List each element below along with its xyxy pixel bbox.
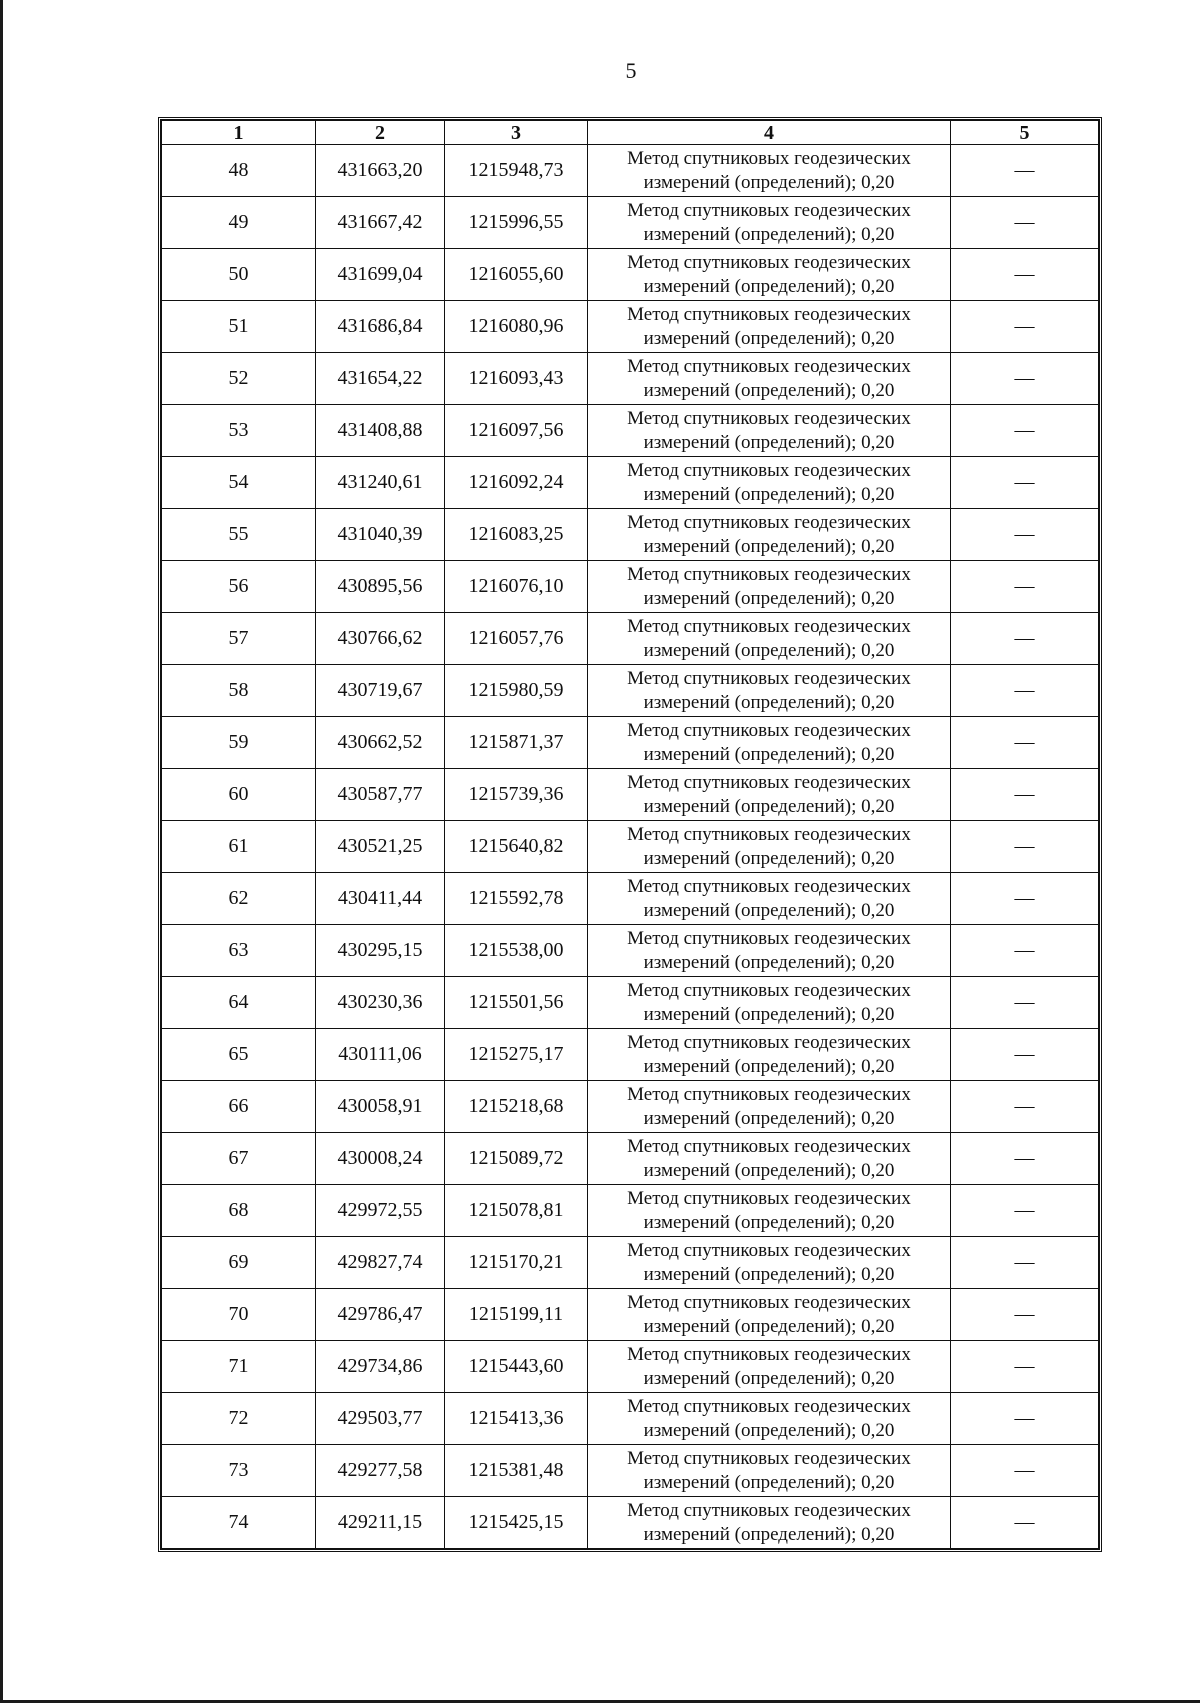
y-coordinate-cell: 1215199,11 [445, 1289, 588, 1341]
table-row [162, 145, 1099, 197]
col5-cell: — [951, 509, 1099, 561]
x-coordinate-cell: 429211,15 [316, 1497, 445, 1549]
point-number-cell: 71 [162, 1341, 316, 1393]
point-number-cell: 64 [162, 977, 316, 1029]
method-line-1: Метод спутниковых геодезических [627, 407, 911, 429]
method-line-1: Метод спутниковых геодезических [627, 1291, 911, 1313]
method-line-1: Метод спутниковых геодезических [627, 355, 911, 377]
table-row [162, 1185, 1099, 1237]
point-number-cell: 65 [162, 1029, 316, 1081]
col5-cell: — [951, 977, 1099, 1029]
y-coordinate-cell: 1215739,36 [445, 769, 588, 821]
method-line-1: Метод спутниковых геодезических [627, 927, 911, 949]
method-line-1: Метод спутниковых геодезических [627, 511, 911, 533]
x-coordinate-cell: 429786,47 [316, 1289, 445, 1341]
y-coordinate-cell: 1216083,25 [445, 509, 588, 561]
method-cell [588, 925, 951, 977]
y-coordinate-cell: 1216057,76 [445, 613, 588, 665]
method-cell [588, 977, 951, 1029]
method-cell [588, 665, 951, 717]
method-cell [588, 561, 951, 613]
y-coordinate-cell: 1215443,60 [445, 1341, 588, 1393]
point-number-cell: 49 [162, 197, 316, 249]
point-number-cell: 73 [162, 1445, 316, 1497]
point-number-cell: 67 [162, 1133, 316, 1185]
x-coordinate-cell: 431686,84 [316, 301, 445, 353]
method-cell [588, 1393, 951, 1445]
method-cell [588, 1185, 951, 1237]
col5-cell: — [951, 1289, 1099, 1341]
x-coordinate-cell: 430008,24 [316, 1133, 445, 1185]
method-line-1: Метод спутниковых геодезических [627, 719, 911, 741]
method-line-2: измерений (определений); 0,20 [643, 379, 895, 401]
table-row [162, 1497, 1099, 1549]
col5-cell: — [951, 1133, 1099, 1185]
col5-cell: — [951, 821, 1099, 873]
x-coordinate-cell: 429827,74 [316, 1237, 445, 1289]
method-line-1: Метод спутниковых геодезических [627, 1239, 911, 1261]
x-coordinate-cell: 431240,61 [316, 457, 445, 509]
method-line-2: измерений (определений); 0,20 [643, 1159, 895, 1181]
x-coordinate-cell: 430766,62 [316, 613, 445, 665]
point-number-cell: 54 [162, 457, 316, 509]
method-cell [588, 1497, 951, 1549]
method-line-2: измерений (определений); 0,20 [643, 483, 895, 505]
table-row [162, 1133, 1099, 1185]
y-coordinate-cell: 1216055,60 [445, 249, 588, 301]
method-cell [588, 301, 951, 353]
table-row [162, 353, 1099, 405]
point-number-cell: 48 [162, 145, 316, 197]
coordinates-table [161, 120, 1099, 1549]
method-cell [588, 197, 951, 249]
x-coordinate-cell: 430411,44 [316, 873, 445, 925]
header-col-2: 2 [316, 121, 445, 145]
method-line-2: измерений (определений); 0,20 [643, 431, 895, 453]
table-row [162, 1341, 1099, 1393]
point-number-cell: 59 [162, 717, 316, 769]
x-coordinate-cell: 431667,42 [316, 197, 445, 249]
col5-cell: — [951, 353, 1099, 405]
method-line-2: измерений (определений); 0,20 [643, 1263, 895, 1285]
method-cell [588, 249, 951, 301]
method-cell [588, 353, 951, 405]
table-row [162, 1237, 1099, 1289]
method-line-2: измерений (определений); 0,20 [643, 639, 895, 661]
method-line-1: Метод спутниковых геодезических [627, 1187, 911, 1209]
y-coordinate-cell: 1216097,56 [445, 405, 588, 457]
method-line-1: Метод спутниковых геодезических [627, 771, 911, 793]
point-number-cell: 61 [162, 821, 316, 873]
method-line-2: измерений (определений); 0,20 [643, 1211, 895, 1233]
method-line-1: Метод спутниковых геодезических [627, 251, 911, 273]
header-col-4: 4 [588, 121, 951, 145]
table-body [162, 145, 1099, 1549]
table-row [162, 301, 1099, 353]
table-row [162, 1029, 1099, 1081]
point-number-cell: 58 [162, 665, 316, 717]
y-coordinate-cell: 1215640,82 [445, 821, 588, 873]
table-row [162, 821, 1099, 873]
x-coordinate-cell: 430230,36 [316, 977, 445, 1029]
x-coordinate-cell: 430058,91 [316, 1081, 445, 1133]
table-row [162, 1289, 1099, 1341]
method-cell [588, 613, 951, 665]
method-line-1: Метод спутниковых геодезических [627, 1031, 911, 1053]
method-cell [588, 405, 951, 457]
table-row [162, 405, 1099, 457]
col5-cell: — [951, 1445, 1099, 1497]
point-number-cell: 63 [162, 925, 316, 977]
col5-cell: — [951, 613, 1099, 665]
y-coordinate-cell: 1215980,59 [445, 665, 588, 717]
table-row [162, 665, 1099, 717]
method-line-2: измерений (определений); 0,20 [643, 1523, 895, 1545]
y-coordinate-cell: 1215538,00 [445, 925, 588, 977]
col5-cell: — [951, 249, 1099, 301]
method-line-2: измерений (определений); 0,20 [643, 275, 895, 297]
point-number-cell: 72 [162, 1393, 316, 1445]
method-line-1: Метод спутниковых геодезических [627, 979, 911, 1001]
method-cell [588, 1445, 951, 1497]
method-line-2: измерений (определений); 0,20 [643, 327, 895, 349]
header-col-3: 3 [445, 121, 588, 145]
y-coordinate-cell: 1215948,73 [445, 145, 588, 197]
table-header-row [162, 121, 1099, 145]
method-cell [588, 769, 951, 821]
y-coordinate-cell: 1215218,68 [445, 1081, 588, 1133]
method-cell [588, 457, 951, 509]
col5-cell: — [951, 1237, 1099, 1289]
method-line-1: Метод спутниковых геодезических [627, 459, 911, 481]
table-row [162, 613, 1099, 665]
col5-cell: — [951, 405, 1099, 457]
method-line-2: измерений (определений); 0,20 [643, 223, 895, 245]
method-cell [588, 1081, 951, 1133]
x-coordinate-cell: 431040,39 [316, 509, 445, 561]
method-line-1: Метод спутниковых геодезических [627, 615, 911, 637]
x-coordinate-cell: 430895,56 [316, 561, 445, 613]
col5-cell: — [951, 301, 1099, 353]
page-left-edge [0, 0, 3, 1703]
x-coordinate-cell: 430111,06 [316, 1029, 445, 1081]
col5-cell: — [951, 1185, 1099, 1237]
table-row [162, 509, 1099, 561]
x-coordinate-cell: 431699,04 [316, 249, 445, 301]
method-line-2: измерений (определений); 0,20 [643, 1315, 895, 1337]
method-line-2: измерений (определений); 0,20 [643, 1471, 895, 1493]
x-coordinate-cell: 430295,15 [316, 925, 445, 977]
method-line-1: Метод спутниковых геодезических [627, 1343, 911, 1365]
y-coordinate-cell: 1215996,55 [445, 197, 588, 249]
method-line-1: Метод спутниковых геодезических [627, 147, 911, 169]
x-coordinate-cell: 431408,88 [316, 405, 445, 457]
method-cell [588, 1237, 951, 1289]
method-line-2: измерений (определений); 0,20 [643, 1367, 895, 1389]
y-coordinate-cell: 1215413,36 [445, 1393, 588, 1445]
point-number-cell: 70 [162, 1289, 316, 1341]
col5-cell: — [951, 665, 1099, 717]
header-col-1: 1 [162, 121, 316, 145]
y-coordinate-cell: 1215170,21 [445, 1237, 588, 1289]
col5-cell: — [951, 457, 1099, 509]
method-cell [588, 717, 951, 769]
point-number-cell: 50 [162, 249, 316, 301]
method-line-1: Метод спутниковых геодезических [627, 1447, 911, 1469]
method-line-1: Метод спутниковых геодезических [627, 303, 911, 325]
method-cell [588, 1289, 951, 1341]
method-line-2: измерений (определений); 0,20 [643, 899, 895, 921]
y-coordinate-cell: 1215871,37 [445, 717, 588, 769]
table-row [162, 977, 1099, 1029]
x-coordinate-cell: 430521,25 [316, 821, 445, 873]
y-coordinate-cell: 1216092,24 [445, 457, 588, 509]
method-cell [588, 821, 951, 873]
col5-cell: — [951, 1081, 1099, 1133]
point-number-cell: 56 [162, 561, 316, 613]
x-coordinate-cell: 431654,22 [316, 353, 445, 405]
y-coordinate-cell: 1216093,43 [445, 353, 588, 405]
col5-cell: — [951, 1341, 1099, 1393]
method-line-2: измерений (определений); 0,20 [643, 171, 895, 193]
method-cell [588, 1341, 951, 1393]
point-number-cell: 74 [162, 1497, 316, 1549]
x-coordinate-cell: 430719,67 [316, 665, 445, 717]
y-coordinate-cell: 1215592,78 [445, 873, 588, 925]
method-line-2: измерений (определений); 0,20 [643, 743, 895, 765]
point-number-cell: 62 [162, 873, 316, 925]
point-number-cell: 53 [162, 405, 316, 457]
table-row [162, 769, 1099, 821]
y-coordinate-cell: 1215425,15 [445, 1497, 588, 1549]
method-cell [588, 509, 951, 561]
col5-cell: — [951, 1497, 1099, 1549]
method-line-1: Метод спутниковых геодезических [627, 1395, 911, 1417]
col5-cell: — [951, 717, 1099, 769]
y-coordinate-cell: 1215501,56 [445, 977, 588, 1029]
point-number-cell: 69 [162, 1237, 316, 1289]
method-line-2: измерений (определений); 0,20 [643, 795, 895, 817]
table-row [162, 561, 1099, 613]
y-coordinate-cell: 1216080,96 [445, 301, 588, 353]
table-row [162, 873, 1099, 925]
col5-cell: — [951, 561, 1099, 613]
point-number-cell: 55 [162, 509, 316, 561]
x-coordinate-cell: 431663,20 [316, 145, 445, 197]
method-line-2: измерений (определений); 0,20 [643, 1419, 895, 1441]
x-coordinate-cell: 430587,77 [316, 769, 445, 821]
col5-cell: — [951, 197, 1099, 249]
method-cell [588, 1133, 951, 1185]
point-number-cell: 66 [162, 1081, 316, 1133]
table-row [162, 197, 1099, 249]
table-row [162, 1393, 1099, 1445]
method-line-2: измерений (определений); 0,20 [643, 1055, 895, 1077]
point-number-cell: 51 [162, 301, 316, 353]
x-coordinate-cell: 429972,55 [316, 1185, 445, 1237]
table-row [162, 457, 1099, 509]
method-line-2: измерений (определений); 0,20 [643, 951, 895, 973]
method-line-1: Метод спутниковых геодезических [627, 1135, 911, 1157]
col5-cell: — [951, 925, 1099, 977]
y-coordinate-cell: 1215275,17 [445, 1029, 588, 1081]
y-coordinate-cell: 1215078,81 [445, 1185, 588, 1237]
x-coordinate-cell: 429734,86 [316, 1341, 445, 1393]
point-number-cell: 52 [162, 353, 316, 405]
method-line-1: Метод спутниковых геодезических [627, 1083, 911, 1105]
method-line-1: Метод спутниковых геодезических [627, 199, 911, 221]
table-row [162, 1445, 1099, 1497]
col5-cell: — [951, 145, 1099, 197]
method-line-2: измерений (определений); 0,20 [643, 1003, 895, 1025]
method-cell [588, 1029, 951, 1081]
col5-cell: — [951, 873, 1099, 925]
table-row [162, 925, 1099, 977]
method-cell [588, 873, 951, 925]
method-line-1: Метод спутниковых геодезических [627, 563, 911, 585]
method-line-1: Метод спутниковых геодезических [627, 1499, 911, 1521]
col5-cell: — [951, 1393, 1099, 1445]
method-line-2: измерений (определений); 0,20 [643, 1107, 895, 1129]
method-line-1: Метод спутниковых геодезических [627, 823, 911, 845]
y-coordinate-cell: 1215089,72 [445, 1133, 588, 1185]
point-number-cell: 57 [162, 613, 316, 665]
table-row [162, 1081, 1099, 1133]
y-coordinate-cell: 1215381,48 [445, 1445, 588, 1497]
point-number-cell: 68 [162, 1185, 316, 1237]
method-line-2: измерений (определений); 0,20 [643, 691, 895, 713]
method-cell [588, 145, 951, 197]
table-row [162, 717, 1099, 769]
x-coordinate-cell: 429277,58 [316, 1445, 445, 1497]
header-col-5: 5 [951, 121, 1099, 145]
page-number: 5 [625, 58, 637, 83]
method-line-1: Метод спутниковых геодезических [627, 667, 911, 689]
table-row [162, 249, 1099, 301]
y-coordinate-cell: 1216076,10 [445, 561, 588, 613]
col5-cell: — [951, 1029, 1099, 1081]
method-line-1: Метод спутниковых геодезических [627, 875, 911, 897]
x-coordinate-cell: 429503,77 [316, 1393, 445, 1445]
method-line-2: измерений (определений); 0,20 [643, 847, 895, 869]
x-coordinate-cell: 430662,52 [316, 717, 445, 769]
coordinates-table-frame [158, 117, 1102, 1552]
col5-cell: — [951, 769, 1099, 821]
method-line-2: измерений (определений); 0,20 [643, 587, 895, 609]
point-number-cell: 60 [162, 769, 316, 821]
method-line-2: измерений (определений); 0,20 [643, 535, 895, 557]
